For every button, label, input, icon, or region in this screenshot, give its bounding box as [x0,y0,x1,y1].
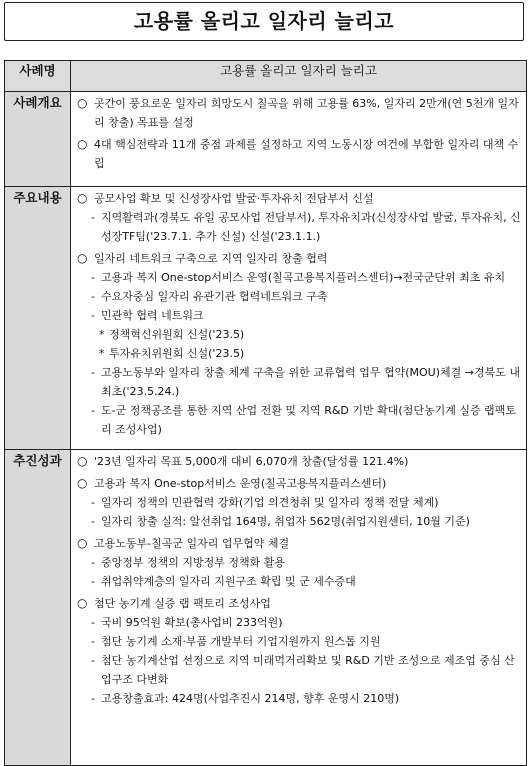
list-item [77,268,522,287]
dash-bullet-icon: - [91,309,95,322]
list-item-text: 고용노동부와 일자리 창출 체계 구축을 위한 교류협력 업무 협약(MOU)체결 →경북도 내 최초('23.5.24.) [101,366,520,398]
list-item [77,594,522,613]
list-item [77,534,522,553]
dash-bullet-icon: - [91,556,95,569]
list-item-text: 일자리 네트워크 구축으로 지역 일자리 창출 협력 [94,252,328,265]
circle-bullet-icon: ○ [77,191,88,205]
dash-bullet-icon: - [91,654,95,667]
asterisk-bullet-icon: * [99,347,105,360]
list-item [77,363,522,401]
list-item [77,512,522,531]
list-item-text: 정책혁신위원회 신설('23.5) [109,328,245,341]
list-item-text: 첨단 농기계 소재·부품 개발부터 기업지원까지 원스톱 지원 [101,635,381,648]
list-item [77,632,522,651]
dash-bullet-icon: - [91,211,95,224]
list-item [77,94,522,132]
list-item-text: 첨단 농기계산업 선정으로 지역 미래먹거리확보 및 R&D 기반 조성으로 제조업 중심 산업구조 다변화 [101,654,515,686]
list-item [77,452,522,471]
dash-bullet-icon: - [91,496,95,509]
dash-bullet-icon: - [91,616,95,629]
list-item [77,613,522,632]
header-case-name-label: 사례명 [5,61,71,92]
circle-bullet-icon: ○ [77,476,88,490]
list-item [77,689,522,708]
table-header-row [5,61,527,92]
title-box [4,2,524,41]
circle-bullet-icon: ○ [77,454,88,468]
list-item-text: 공모사업 확보 및 신성장사업 발굴·투자유치 전담부서 신설 [94,192,374,205]
dash-bullet-icon: - [91,635,95,648]
row-label: 추진성과 [5,450,71,766]
list-item [77,401,522,439]
dash-bullet-icon: - [91,404,95,417]
list-item-text: 민관학 협력 네트워크 [101,309,204,322]
table-row [5,450,527,766]
dash-bullet-icon: - [91,515,95,528]
dash-bullet-icon: - [91,575,95,588]
list-item-text: 고용창출효과: 424명(사업추진시 214명, 향후 운영시 210명) [101,692,400,705]
list-item [77,651,522,689]
row-label: 사례개요 [5,92,71,187]
circle-bullet-icon: ○ [77,96,88,110]
list-item-text: 고용노동부-칠곡군 일자리 업무협약 체결 [94,537,290,550]
dash-bullet-icon: - [91,366,95,379]
list-item-text: 투자유치위원회 신설('23.5) [109,347,245,360]
list-item [77,325,522,344]
circle-bullet-icon: ○ [77,536,88,550]
header-case-name-value: 고용률 올리고 일자리 늘리고 [71,61,527,92]
dash-bullet-icon: - [91,692,95,705]
list-item-text: 고용과 복지 One-stop서비스 운영(칠곡고용복지플러스센터) [94,477,387,490]
list-item-text: 곳간이 풍요로운 일자리 희망도시 칠곡을 위해 고용률 63%, 일자리 2만개(연 5천개 일자리 창출) 목표를 설정 [94,97,519,129]
list-item-text: 4대 핵심전략과 11개 중점 과제를 설정하고 지역 노동시장 여건에 부합한 일자리 대책 수립 [94,138,519,170]
circle-bullet-icon: ○ [77,137,88,151]
circle-bullet-icon: ○ [77,251,88,265]
row-content [71,450,527,766]
list-item-text: '23년 일자리 목표 5,000개 대비 6,070개 창출(달성률 121.4%) [94,455,409,468]
list-item [77,208,522,246]
list-item-text: 첨단 농기계 실증 랩 팩토리 조성사업 [94,597,271,610]
list-item [77,306,522,325]
list-item [77,344,522,363]
list-item [77,249,522,268]
table-row [5,187,527,450]
case-table [4,60,527,766]
list-item [77,572,522,591]
list-item [77,474,522,493]
row-content [71,92,527,187]
dash-bullet-icon: - [91,290,95,303]
row-label: 주요내용 [5,187,71,450]
list-item [77,135,522,173]
list-item-text: 고용과 복지 One-stop서비스 운영(칠곡고용복지플러스센터)→전국군단위 최초 유치 [101,271,506,284]
list-item-text: 국비 95억원 확보(총사업비 233억원) [101,616,283,629]
list-item-text: 일자리 창출 실적: 알선취업 164명, 취업자 562명(취업지원센터, 10월 기준) [101,515,470,528]
list-item [77,493,522,512]
list-item-text: 지역활력과(경북도 유일 공모사업 전담부서), 투자유치과(신성장사업 발굴, 투자유치, 신성장TF팀('23.7.1. 추가 신설) 신설('23.1.1.) [101,211,521,243]
list-item [77,287,522,306]
table-row [5,92,527,187]
list-item-text: 일자리 정책의 민관협력 강화(기업 의견청취 및 일자리 정책 전달 체계) [101,496,439,509]
dash-bullet-icon: - [91,271,95,284]
document-title: 고용률 올리고 일자리 늘리고 [133,9,395,33]
row-content [71,187,527,450]
asterisk-bullet-icon: * [99,328,105,341]
list-item [77,553,522,572]
list-item-text: 도-군 정책공조를 통한 지역 산업 전환 및 지역 R&D 기반 확대(첨단농기계 실증 랩팩토리 조성사업) [101,404,516,436]
list-item-text: 중앙정부 정책의 지방정부 정책화 활용 [101,556,286,569]
circle-bullet-icon: ○ [77,596,88,610]
list-item-text: 수요자중심 일자리 유관기관 협력네트워크 구축 [101,290,328,303]
list-item-text: 취업취약계층의 일자리 지원구조 확립 및 군 세수증대 [101,575,356,588]
list-item [77,189,522,208]
